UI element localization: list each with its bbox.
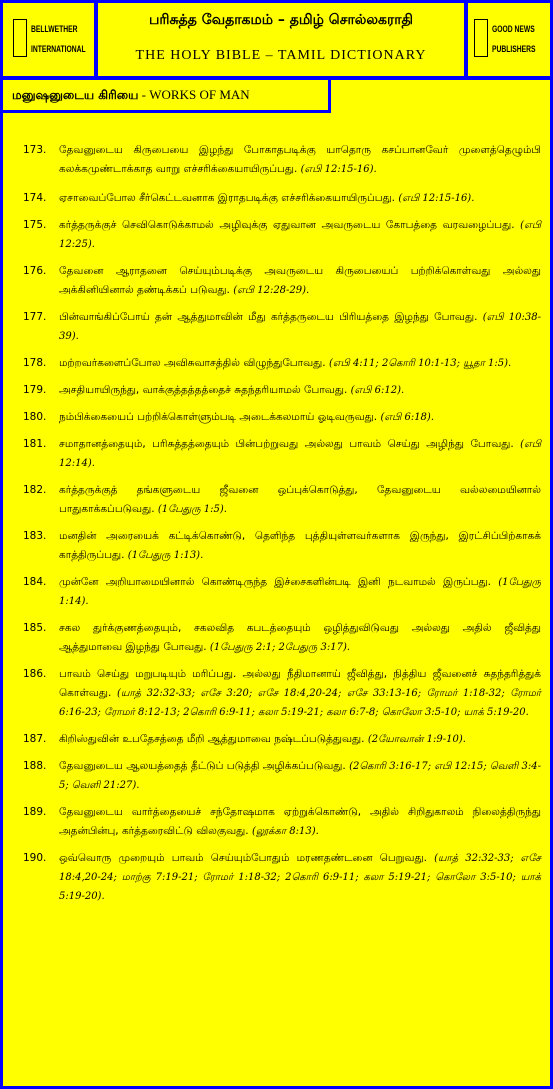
scripture-reference: (எபி 12:15-16).: [300, 164, 377, 175]
entry-number: 181.: [23, 438, 47, 450]
entry-body: மற்றவர்களைப்போல அவிசுவாசத்தில் விழுந்துபோவது.: [59, 357, 326, 369]
entry-body: முன்னே அறியாமையினால் கொண்டிருந்த இச்சைகளின்படி இனி நடவாமல் இருப்பது.: [59, 576, 492, 588]
list-item: [23, 216, 541, 254]
scripture-reference: (2யோவான் 1:9-10).: [367, 734, 466, 745]
entry-number: 188.: [23, 760, 47, 772]
scripture-reference: (எபி 6:18).: [380, 412, 434, 423]
entry-body: தேவனுடைய கிருபையை இழந்து போகாதபடிக்கு யாதொரு கசப்பானவேர் முளைத்தெழும்பி கலக்கமுண்டாக்காத வாறு எச்சரிக்கையாயிருப்பது.: [59, 144, 541, 175]
entry-number: 178.: [23, 357, 47, 369]
entry-text: [59, 803, 541, 841]
content-panel: [3, 80, 550, 1086]
entry-number: 180.: [23, 411, 47, 423]
entry-text: [59, 381, 541, 400]
list-item: [23, 665, 541, 722]
scripture-reference: (எபி 4:11; 2கொரி 10:1-13; யூதா 1:5).: [328, 358, 512, 369]
entry-body: கிறிஸ்துவின் உபதேசத்தை மீறி ஆத்துமாவை நஷ்டப்படுத்துவது.: [59, 733, 365, 745]
entry-list: [23, 141, 541, 914]
entry-number: 187.: [23, 733, 47, 745]
entry-text: [59, 665, 541, 722]
entry-number: 184.: [23, 576, 47, 588]
entry-text: [59, 408, 541, 427]
entry-number: 185.: [23, 622, 47, 634]
section-label: [12, 87, 250, 104]
entry-body: நம்பிக்கையைப் பற்றிக்கொள்ளும்படி அடைக்கலமாய் ஓடிவருவது.: [59, 411, 378, 423]
book-icon: [13, 19, 27, 57]
list-item: [23, 141, 541, 179]
entry-number: 175.: [23, 219, 47, 231]
scripture-reference: (யாத் 32:32-33; எசே 3:20; எசே 18:4,20-24; எசே 33:13-16; ரோமர் 1:18-32; ரோமர் 6:16-23; ரோமர் 8:12-13; 2கொரி 6:9-11; கலா 5:19-21; கலா 6:7-8; கொலோ 3:5-10; யாக் 5:19-20.: [59, 688, 541, 718]
entry-number: 182.: [23, 484, 47, 496]
list-item: [23, 354, 541, 373]
section-tab: [3, 80, 331, 113]
entry-body: சகல துர்க்குணத்தையும், சகலவித கபடத்தையும் ஒழித்துவிடுவது அல்லது அதில் ஜீவித்து ஆத்துமாவை இழந்து போவது.: [59, 622, 541, 653]
list-item: [23, 527, 541, 565]
entry-text: [59, 849, 541, 906]
list-item: [23, 308, 541, 346]
list-item: [23, 262, 541, 300]
entry-text: [59, 354, 541, 373]
scripture-reference: (1பேதுரு 2:1; 2பேதுரு 3:17).: [209, 642, 351, 653]
bellwether-logo: [3, 3, 94, 76]
dictionary-title: [98, 3, 464, 76]
scripture-reference: (யாத் 32:32-33; எசே 18:4,20-24; மாற்கு 7:19-21; ரோமர் 1:18-32; 2கொரி 6:9-11; கலா 5:19-21; கொலோ 3:5-10; யாக் 5:19-20).: [59, 853, 541, 902]
entry-body: பாவம் செய்து மறுபடியும் மரிப்பது. அல்லது நீதிமானாய் ஜீவித்து, நித்திய ஜீவனைச் சுதந்தரித்துக் கொள்வது.: [59, 668, 541, 699]
list-item: [23, 757, 541, 795]
entry-text: [59, 619, 541, 657]
list-item: [23, 730, 541, 749]
title-english: THE HOLY BIBLE – TAMIL DICTIONARY: [135, 48, 427, 63]
scripture-reference: (எபி 12:14).: [59, 439, 541, 469]
entry-body: தேவனுடைய ஆலயத்தைத் தீட்டுப் படுத்தி அழிக்கப்படுவது.: [59, 760, 346, 772]
entry-body: தேவனுடைய வார்த்தையைச் சந்தோஷமாக ஏற்றுக்கொண்டு, அதில் சிறிதுகாலம் நிலைத்திருந்து அதன்பின்பு, கர்த்தரைவிட்டு விலகுவது.: [59, 806, 541, 837]
list-item: [23, 573, 541, 611]
entry-text: [59, 757, 541, 795]
section-label-tamil: மனுஷனுடைய கிரியை: [12, 88, 139, 102]
entry-body: அசதியாயிருந்து, வாக்குத்தத்தத்தைச் சுதந்தரியாமல் போவது.: [59, 384, 348, 396]
list-item: [23, 803, 541, 841]
list-item: [23, 381, 541, 400]
scripture-reference: (எபி 12:28-29).: [233, 285, 310, 296]
entry-text: [59, 308, 541, 346]
entry-body: கர்த்தருக்குத் தங்களுடைய ஜீவனை ஒப்புக்கொடுத்து, தேவனுடைய வல்லமையினால் பாதுகாக்கப்படுவது.: [59, 484, 541, 515]
scripture-reference: (எபி 12:25).: [59, 220, 541, 250]
entry-text: [59, 527, 541, 565]
book-icon: [474, 19, 488, 57]
entry-number: 190.: [23, 852, 47, 864]
entry-number: 186.: [23, 668, 47, 680]
list-item: [23, 619, 541, 657]
scripture-reference: (1பேதுரு 1:5).: [157, 504, 227, 515]
entry-number: 173.: [23, 144, 47, 156]
entry-text: [59, 262, 541, 300]
bellwether-logo-line2: INTERNATIONAL: [31, 44, 86, 54]
entry-text: [59, 573, 541, 611]
good-news-logo: [468, 3, 550, 76]
scripture-reference: (1பேதுரு 1:14).: [59, 577, 541, 607]
entry-body: மனதின் அரையைக் கட்டிக்கொண்டு, தெளிந்த புத்தியுள்ளவர்களாக இருந்து, இரட்சிப்பிற்காகக் காத்திருப்பது.: [59, 530, 541, 561]
scripture-reference: (எபி 12:15-16).: [398, 193, 475, 204]
good-news-logo-line2: PUBLISHERS: [492, 44, 536, 54]
entry-body: பின்வாங்கிப்போய் தன் ஆத்துமாவின் மீது கர்த்தருடைய பிரியத்தை இழந்து போவது.: [59, 311, 478, 323]
list-item: [23, 849, 541, 906]
bellwether-logo-line1: BELLWETHER: [31, 24, 78, 34]
scripture-reference: (2கொரி 3:16-17; எபி 12:15; வெளி 3:4-5; வெளி 21:27).: [59, 761, 542, 791]
entry-text: [59, 730, 541, 749]
entry-text: [59, 189, 541, 208]
entry-body: சமாதானத்தையும், பரிசுத்தத்தையும் பின்பற்றுவது அல்லது பாவம் செய்து அழிந்து போவது.: [59, 438, 514, 450]
section-label-separator: -: [138, 87, 150, 102]
list-item: [23, 189, 541, 208]
entry-body: ஏசாவைப்போல சீர்கெட்டவனாக இராதபடிக்கு எச்சரிக்கையாயிருப்பது.: [59, 192, 396, 204]
entry-number: 174.: [23, 192, 47, 204]
list-item: [23, 435, 541, 473]
entry-body: தேவனை ஆராதனை செய்யும்படிக்கு அவருடைய கிருபையைப் பற்றிக்கொள்வது அல்லது அக்கினியினால் தண்டிக்கப் படுவது.: [59, 265, 541, 296]
section-label-english: WORKS OF MAN: [149, 87, 250, 102]
scripture-reference: (லூக்கா 8:13).: [251, 826, 319, 837]
entry-body: கர்த்தருக்குச் செவிகொடுக்காமல் அழிவுக்கு ஏதுவான அவருடைய கோபத்தை வரவழைப்பது.: [59, 219, 515, 231]
entry-number: 176.: [23, 265, 47, 277]
entry-number: 177.: [23, 311, 47, 323]
entry-number: 189.: [23, 806, 47, 818]
entry-text: [59, 141, 541, 179]
scripture-reference: (1பேதுரு 1:13).: [127, 550, 204, 561]
entry-number: 179.: [23, 384, 47, 396]
scripture-reference: (எபி 6:12).: [350, 385, 405, 396]
good-news-logo-line1: GOOD NEWS: [492, 24, 535, 34]
entry-text: [59, 216, 541, 254]
entry-body: ஒவ்வொரு முறையும் பாவம் செய்யும்போதும் மரணதண்டனை பெறுவது.: [59, 852, 427, 864]
entry-text: [59, 435, 541, 473]
entry-text: [59, 481, 541, 519]
list-item: [23, 408, 541, 427]
scripture-reference: (எபி 10:38-39).: [59, 312, 541, 342]
list-item: [23, 481, 541, 519]
entry-number: 183.: [23, 530, 47, 542]
title-tamil: பரிசுத்த வேதாகமம் – தமிழ் சொல்லகராதி: [149, 12, 413, 28]
